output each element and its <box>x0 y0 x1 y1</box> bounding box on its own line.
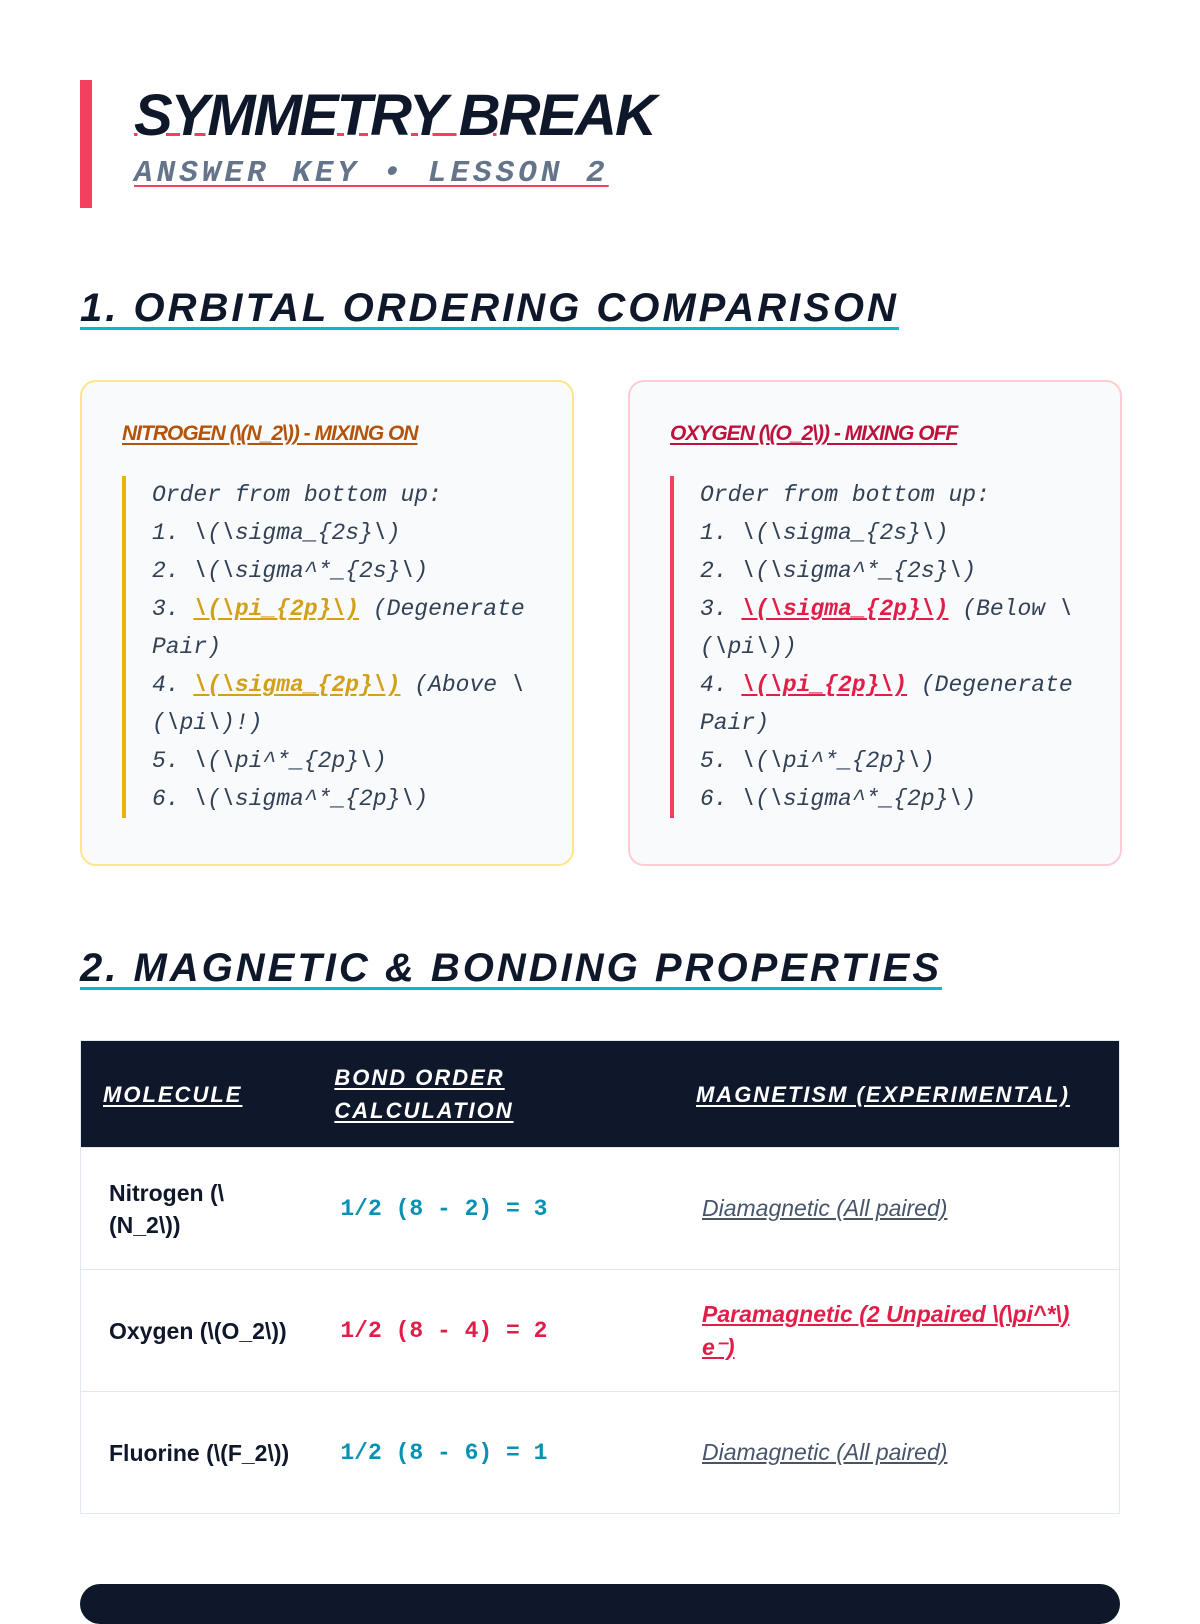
table-row <box>81 1148 1120 1270</box>
table-row <box>81 1270 1120 1392</box>
header <box>80 80 1120 208</box>
order-line: 6. \(\sigma^*_{2p}\) <box>700 786 977 812</box>
header-magnetism: MAGNETISM (EXPERIMENTAL) <box>695 1081 1070 1107</box>
next-section-bar <box>80 1584 1120 1624</box>
properties-table-wrapper <box>80 1040 1120 1514</box>
order-line: 1. \(\sigma_{2s}\) <box>152 520 401 546</box>
oxygen-card-title: OXYGEN (\(O_2\)) - MIXING OFF <box>670 422 958 445</box>
order-line: 2. \(\sigma^*_{2s}\) <box>700 558 977 584</box>
oxygen-card <box>628 380 1122 866</box>
order-line: 4. \(\pi_{2p}\) (Degenerate Pair) <box>700 672 1073 736</box>
page-subtitle: ANSWER KEY • LESSON 2 <box>134 156 609 191</box>
oxygen-order-list <box>670 476 1080 818</box>
bond-order-cell: 1/2 (8 - 2) = 3 <box>312 1148 674 1270</box>
order-line: 5. \(\pi^*_{2p}\) <box>152 748 387 774</box>
highlighted-orbital: \(\sigma_{2p}\) <box>741 596 949 622</box>
order-line: 3. \(\pi_{2p}\) (Degenerate Pair) <box>152 596 525 660</box>
order-line: 6. \(\sigma^*_{2p}\) <box>152 786 429 812</box>
order-intro: Order from bottom up: <box>700 482 990 508</box>
order-line: 5. \(\pi^*_{2p}\) <box>700 748 935 774</box>
properties-table <box>80 1040 1120 1514</box>
header-bond-order: BOND ORDER CALCULATION <box>334 1065 514 1123</box>
highlighted-orbital: \(\pi_{2p}\) <box>741 672 908 698</box>
nitrogen-card <box>80 380 574 866</box>
header-molecule: MOLECULE <box>103 1081 243 1107</box>
order-line: 3. \(\sigma_{2p}\) (Below \(\pi\)) <box>700 596 1073 660</box>
highlighted-orbital: \(\sigma_{2p}\) <box>193 672 401 698</box>
nitrogen-card-title: NITROGEN (\(N_2\)) - MIXING ON <box>122 422 418 445</box>
bond-order-cell: 1/2 (8 - 4) = 2 <box>312 1270 674 1392</box>
magnetism-cell: Diamagnetic (All paired) <box>674 1148 1120 1270</box>
orbital-comparison <box>80 380 1120 866</box>
bond-order-cell: 1/2 (8 - 6) = 1 <box>312 1392 674 1514</box>
order-line: 4. \(\sigma_{2p}\) (Above \(\pi\)!) <box>152 672 525 736</box>
molecule-cell: Nitrogen (\(N_2\)) <box>81 1148 313 1270</box>
magnetism-cell: Diamagnetic (All paired) <box>674 1392 1120 1514</box>
order-line: 1. \(\sigma_{2s}\) <box>700 520 949 546</box>
magnetism-cell: Paramagnetic (2 Unpaired \(\pi^*\) e⁻) <box>674 1270 1120 1392</box>
order-line: 2. \(\sigma^*_{2s}\) <box>152 558 429 584</box>
table-row <box>81 1392 1120 1514</box>
section-2-title: 2. MAGNETIC & BONDING PROPERTIES <box>80 946 943 990</box>
table-header-row <box>81 1041 1120 1148</box>
answer-key-page <box>80 80 1120 1466</box>
nitrogen-order-list <box>122 476 532 818</box>
highlighted-orbital: \(\pi_{2p}\) <box>193 596 360 622</box>
molecule-cell: Fluorine (\(F_2\)) <box>81 1392 313 1514</box>
section-1-title: 1. ORBITAL ORDERING COMPARISON <box>80 286 899 330</box>
molecule-cell: Oxygen (\(O_2\)) <box>81 1270 313 1392</box>
order-intro: Order from bottom up: <box>152 482 442 508</box>
page-title: SYMMETRY BREAK <box>134 83 655 148</box>
